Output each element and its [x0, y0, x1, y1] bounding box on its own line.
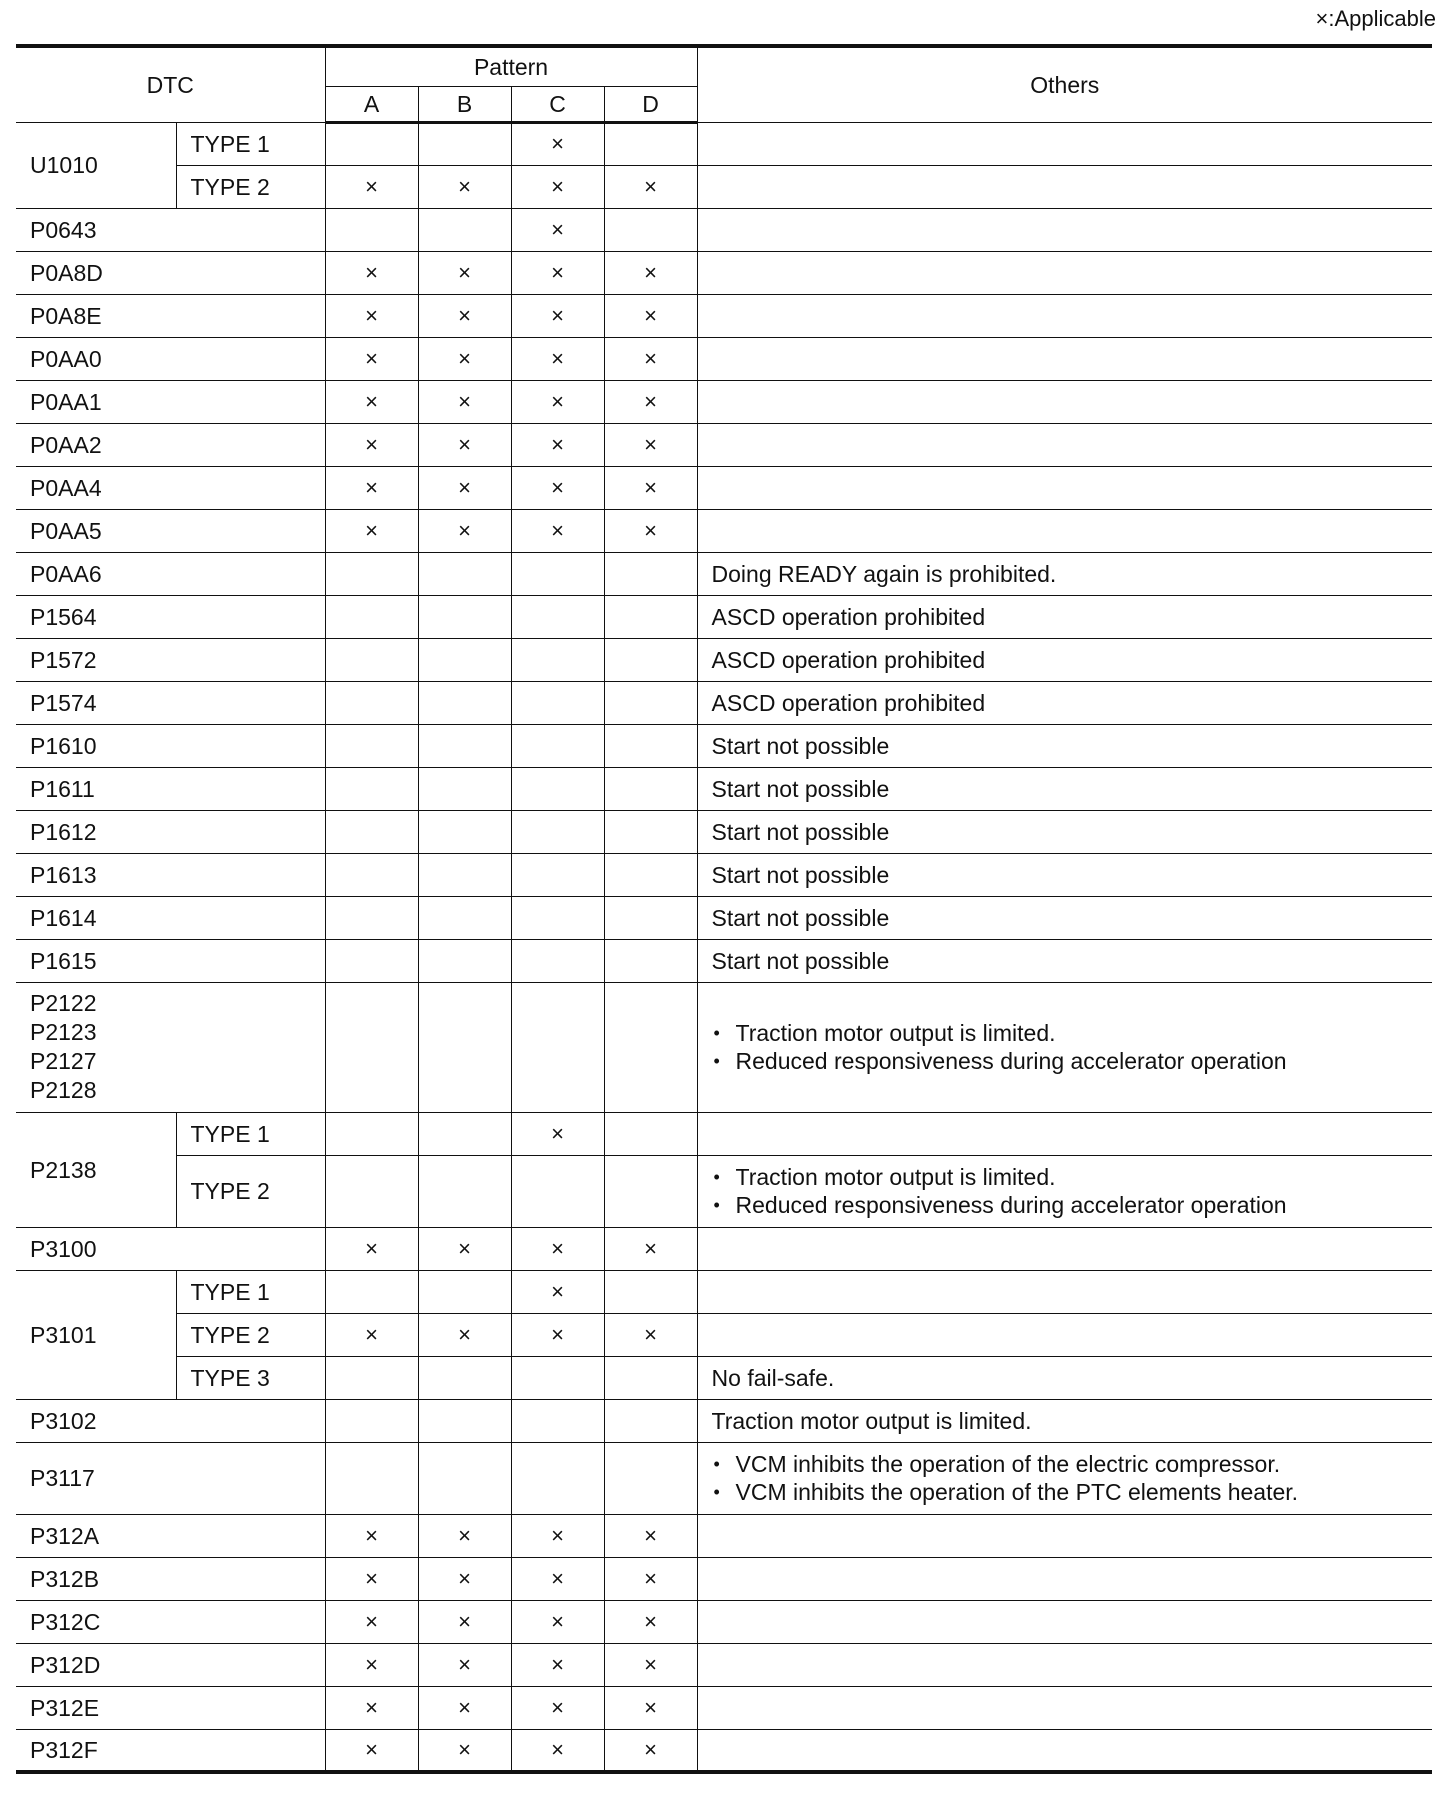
- others-cell: No fail-safe.: [697, 1356, 1432, 1399]
- table-row: [16, 1442, 1432, 1514]
- others-list-item: • Traction motor output is limited.: [712, 1163, 1419, 1191]
- table-header: [16, 46, 1432, 122]
- pattern-b-mark: [418, 724, 511, 767]
- pattern-d-mark: ×: [604, 423, 697, 466]
- pattern-c-mark: ×: [511, 1686, 604, 1729]
- table-row: [16, 1729, 1432, 1772]
- pattern-d-mark: ×: [604, 1227, 697, 1270]
- table-row: [16, 1270, 1432, 1313]
- pattern-d-mark: [604, 939, 697, 982]
- table-row: [16, 1600, 1432, 1643]
- others-cell: Start not possible: [697, 724, 1432, 767]
- pattern-c-mark: ×: [511, 251, 604, 294]
- others-list-item: • VCM inhibits the operation of the electric compressor.: [712, 1450, 1419, 1478]
- pattern-b-mark: ×: [418, 1313, 511, 1356]
- pattern-a-mark: [325, 1442, 418, 1514]
- pattern-d-mark: ×: [604, 1729, 697, 1772]
- pattern-d-mark: [604, 810, 697, 853]
- others-cell: [697, 1155, 1432, 1227]
- table-row: [16, 1643, 1432, 1686]
- pattern-c-mark: ×: [511, 1514, 604, 1557]
- pattern-a-mark: [325, 595, 418, 638]
- table-row: [16, 509, 1432, 552]
- pattern-d-mark: [604, 681, 697, 724]
- pattern-b-mark: ×: [418, 165, 511, 208]
- others-cell: Start not possible: [697, 853, 1432, 896]
- dtc-type: TYPE 1: [176, 1112, 325, 1155]
- pattern-c-mark: [511, 939, 604, 982]
- pattern-a-mark: ×: [325, 337, 418, 380]
- table-row: [16, 939, 1432, 982]
- pattern-d-mark: [604, 982, 697, 1112]
- pattern-d-mark: ×: [604, 509, 697, 552]
- pattern-b-mark: ×: [418, 1643, 511, 1686]
- pattern-d-mark: [604, 1356, 697, 1399]
- others-cell: Traction motor output is limited.: [697, 1399, 1432, 1442]
- others-list-item: • Traction motor output is limited.: [712, 1019, 1419, 1047]
- pattern-d-mark: [604, 1399, 697, 1442]
- pattern-a-mark: ×: [325, 294, 418, 337]
- pattern-b-mark: ×: [418, 1557, 511, 1600]
- pattern-c-mark: [511, 1399, 604, 1442]
- others-list: [712, 1450, 1419, 1506]
- pattern-b-mark: [418, 896, 511, 939]
- dtc-code: P312F: [16, 1729, 325, 1772]
- pattern-d-mark: [604, 638, 697, 681]
- pattern-b-mark: [418, 552, 511, 595]
- table-row: [16, 294, 1432, 337]
- table-row: [16, 122, 1432, 165]
- pattern-a-mark: [325, 939, 418, 982]
- pattern-c-mark: ×: [511, 1600, 604, 1643]
- dtc-code: P312D: [16, 1643, 325, 1686]
- table-row: [16, 423, 1432, 466]
- pattern-c-mark: [511, 810, 604, 853]
- dtc-code: P0AA5: [16, 509, 325, 552]
- pattern-b-mark: [418, 122, 511, 165]
- dtc-type: TYPE 2: [176, 1155, 325, 1227]
- pattern-a-mark: [325, 122, 418, 165]
- table-row: [16, 853, 1432, 896]
- pattern-a-mark: ×: [325, 423, 418, 466]
- dtc-fail-safe-table: [16, 44, 1432, 1774]
- table-row: [16, 638, 1432, 681]
- table-row: [16, 1399, 1432, 1442]
- dtc-code: P0AA0: [16, 337, 325, 380]
- pattern-c-mark: ×: [511, 1643, 604, 1686]
- dtc-type: TYPE 3: [176, 1356, 325, 1399]
- dtc-code: P1613: [16, 853, 325, 896]
- dtc-code: P312A: [16, 1514, 325, 1557]
- pattern-a-mark: [325, 767, 418, 810]
- dtc-code: P312C: [16, 1600, 325, 1643]
- dtc-code: P1612: [16, 810, 325, 853]
- table-row: [16, 165, 1432, 208]
- dtc-code: P2138: [16, 1112, 176, 1227]
- others-cell: ASCD operation prohibited: [697, 638, 1432, 681]
- pattern-c-mark: ×: [511, 380, 604, 423]
- pattern-c-mark: [511, 638, 604, 681]
- pattern-b-mark: ×: [418, 1600, 511, 1643]
- pattern-d-mark: ×: [604, 294, 697, 337]
- dtc-code: P1610: [16, 724, 325, 767]
- table-row: [16, 595, 1432, 638]
- dtc-code: P1564: [16, 595, 325, 638]
- pattern-a-mark: ×: [325, 1313, 418, 1356]
- pattern-d-mark: ×: [604, 1643, 697, 1686]
- pattern-b-mark: [418, 767, 511, 810]
- dtc-code: P1572: [16, 638, 325, 681]
- pattern-a-mark: [325, 1356, 418, 1399]
- pattern-d-mark: [604, 724, 697, 767]
- pattern-c-mark: ×: [511, 1729, 604, 1772]
- pattern-c-mark: ×: [511, 1313, 604, 1356]
- pattern-b-mark: ×: [418, 1514, 511, 1557]
- dtc-code: P0A8E: [16, 294, 325, 337]
- dtc-code: P0AA4: [16, 466, 325, 509]
- dtc-code: P2123: [30, 1019, 97, 1045]
- pattern-a-mark: ×: [325, 1600, 418, 1643]
- others-cell: [697, 1557, 1432, 1600]
- pattern-a-mark: ×: [325, 509, 418, 552]
- table-row: [16, 1155, 1432, 1227]
- others-cell: Start not possible: [697, 939, 1432, 982]
- pattern-a-mark: ×: [325, 1643, 418, 1686]
- pattern-d-mark: ×: [604, 1686, 697, 1729]
- dtc-type: TYPE 2: [176, 165, 325, 208]
- pattern-b-mark: [418, 939, 511, 982]
- pattern-c-mark: [511, 681, 604, 724]
- others-cell: [697, 251, 1432, 294]
- dtc-code: P2127: [30, 1048, 97, 1074]
- pattern-d-mark: [604, 853, 697, 896]
- pattern-a-mark: ×: [325, 1557, 418, 1600]
- header-pattern-c: C: [511, 86, 604, 122]
- pattern-b-mark: ×: [418, 251, 511, 294]
- pattern-d-mark: ×: [604, 165, 697, 208]
- dtc-code: P0AA1: [16, 380, 325, 423]
- table-row: [16, 208, 1432, 251]
- table-row: [16, 767, 1432, 810]
- pattern-b-mark: [418, 982, 511, 1112]
- pattern-d-mark: [604, 122, 697, 165]
- pattern-c-mark: [511, 896, 604, 939]
- pattern-d-mark: [604, 767, 697, 810]
- others-cell: [697, 1729, 1432, 1772]
- pattern-d-mark: [604, 1112, 697, 1155]
- others-cell: [697, 208, 1432, 251]
- others-cell: Doing READY again is prohibited.: [697, 552, 1432, 595]
- pattern-a-mark: [325, 681, 418, 724]
- pattern-d-mark: [604, 1155, 697, 1227]
- table-row: [16, 681, 1432, 724]
- others-cell: [697, 1686, 1432, 1729]
- others-cell: ASCD operation prohibited: [697, 595, 1432, 638]
- others-cell: Start not possible: [697, 767, 1432, 810]
- pattern-a-mark: [325, 1112, 418, 1155]
- table-row: [16, 1112, 1432, 1155]
- pattern-a-mark: [325, 896, 418, 939]
- pattern-c-mark: ×: [511, 165, 604, 208]
- pattern-a-mark: ×: [325, 1514, 418, 1557]
- pattern-c-mark: ×: [511, 423, 604, 466]
- dtc-type: TYPE 1: [176, 122, 325, 165]
- table-row: [16, 1313, 1432, 1356]
- others-cell: [697, 466, 1432, 509]
- others-cell: [697, 122, 1432, 165]
- pattern-a-mark: [325, 1270, 418, 1313]
- table-row: [16, 337, 1432, 380]
- pattern-a-mark: [325, 552, 418, 595]
- others-cell: [697, 1313, 1432, 1356]
- dtc-type: TYPE 1: [176, 1270, 325, 1313]
- others-list-item: • Reduced responsiveness during accelerator operation: [712, 1191, 1419, 1219]
- pattern-b-mark: ×: [418, 1686, 511, 1729]
- dtc-code: P0AA2: [16, 423, 325, 466]
- others-list: [712, 1019, 1419, 1075]
- pattern-c-mark: ×: [511, 122, 604, 165]
- others-cell: ASCD operation prohibited: [697, 681, 1432, 724]
- pattern-c-mark: ×: [511, 509, 604, 552]
- table-row: [16, 1514, 1432, 1557]
- dtc-code: P1615: [16, 939, 325, 982]
- table-row: [16, 724, 1432, 767]
- pattern-d-mark: ×: [604, 1600, 697, 1643]
- table-row: [16, 810, 1432, 853]
- header-pattern-d: D: [604, 86, 697, 122]
- header-others: Others: [697, 46, 1432, 122]
- table-row: [16, 1686, 1432, 1729]
- pattern-d-mark: ×: [604, 251, 697, 294]
- dtc-code: P0A8D: [16, 251, 325, 294]
- dtc-code-group: [16, 982, 325, 1112]
- pattern-d-mark: ×: [604, 337, 697, 380]
- others-cell: [697, 1442, 1432, 1514]
- pattern-c-mark: [511, 767, 604, 810]
- pattern-c-mark: ×: [511, 1112, 604, 1155]
- pattern-c-mark: [511, 552, 604, 595]
- dtc-code: P312E: [16, 1686, 325, 1729]
- pattern-a-mark: [325, 853, 418, 896]
- others-cell: [697, 1514, 1432, 1557]
- pattern-b-mark: [418, 681, 511, 724]
- pattern-b-mark: [418, 208, 511, 251]
- pattern-b-mark: ×: [418, 466, 511, 509]
- pattern-b-mark: [418, 810, 511, 853]
- pattern-d-mark: [604, 896, 697, 939]
- dtc-code: P1614: [16, 896, 325, 939]
- header-pattern-b: B: [418, 86, 511, 122]
- pattern-c-mark: [511, 982, 604, 1112]
- pattern-c-mark: [511, 595, 604, 638]
- pattern-b-mark: ×: [418, 294, 511, 337]
- pattern-c-mark: [511, 724, 604, 767]
- header-pattern-a: A: [325, 86, 418, 122]
- others-cell: [697, 509, 1432, 552]
- pattern-b-mark: [418, 1356, 511, 1399]
- table-row: [16, 1356, 1432, 1399]
- pattern-a-mark: ×: [325, 251, 418, 294]
- pattern-a-mark: ×: [325, 380, 418, 423]
- others-list-item: • Reduced responsiveness during accelerator operation: [712, 1047, 1419, 1075]
- others-cell: [697, 294, 1432, 337]
- pattern-c-mark: ×: [511, 466, 604, 509]
- others-cell: [697, 982, 1432, 1112]
- others-cell: [697, 380, 1432, 423]
- pattern-b-mark: [418, 853, 511, 896]
- others-list-item: • VCM inhibits the operation of the PTC elements heater.: [712, 1478, 1419, 1506]
- pattern-a-mark: [325, 1155, 418, 1227]
- dtc-type: TYPE 2: [176, 1313, 325, 1356]
- pattern-c-mark: ×: [511, 337, 604, 380]
- pattern-d-mark: [604, 595, 697, 638]
- others-cell: [697, 165, 1432, 208]
- table-row: [16, 896, 1432, 939]
- others-cell: [697, 1112, 1432, 1155]
- pattern-a-mark: ×: [325, 1729, 418, 1772]
- pattern-b-mark: ×: [418, 1729, 511, 1772]
- table-row: [16, 466, 1432, 509]
- dtc-code: P3100: [16, 1227, 325, 1270]
- pattern-b-mark: ×: [418, 1227, 511, 1270]
- dtc-code: P2122: [30, 990, 97, 1016]
- others-cell: [697, 1600, 1432, 1643]
- dtc-code: U1010: [16, 122, 176, 208]
- pattern-c-mark: [511, 1442, 604, 1514]
- pattern-c-mark: ×: [511, 1227, 604, 1270]
- pattern-a-mark: ×: [325, 165, 418, 208]
- table-row: [16, 251, 1432, 294]
- dtc-code: P0AA6: [16, 552, 325, 595]
- header-pattern: Pattern: [325, 46, 697, 86]
- pattern-b-mark: [418, 1155, 511, 1227]
- pattern-a-mark: [325, 638, 418, 681]
- pattern-a-mark: ×: [325, 466, 418, 509]
- pattern-c-mark: ×: [511, 1270, 604, 1313]
- pattern-b-mark: ×: [418, 509, 511, 552]
- pattern-d-mark: [604, 1442, 697, 1514]
- pattern-a-mark: [325, 724, 418, 767]
- pattern-d-mark: ×: [604, 1313, 697, 1356]
- pattern-b-mark: [418, 1270, 511, 1313]
- pattern-a-mark: [325, 1399, 418, 1442]
- others-cell: [697, 337, 1432, 380]
- others-cell: [697, 1643, 1432, 1686]
- others-list: [712, 1163, 1419, 1219]
- pattern-c-mark: ×: [511, 1557, 604, 1600]
- dtc-code: P3117: [16, 1442, 325, 1514]
- pattern-d-mark: ×: [604, 380, 697, 423]
- pattern-c-mark: [511, 1356, 604, 1399]
- pattern-d-mark: [604, 552, 697, 595]
- pattern-d-mark: ×: [604, 1514, 697, 1557]
- dtc-code: P3101: [16, 1270, 176, 1399]
- pattern-d-mark: ×: [604, 466, 697, 509]
- dtc-code: P0643: [16, 208, 325, 251]
- pattern-d-mark: [604, 1270, 697, 1313]
- others-cell: [697, 1227, 1432, 1270]
- others-cell: [697, 1270, 1432, 1313]
- table-row: [16, 1227, 1432, 1270]
- pattern-a-mark: ×: [325, 1686, 418, 1729]
- others-cell: [697, 423, 1432, 466]
- others-cell: Start not possible: [697, 810, 1432, 853]
- header-dtc: DTC: [16, 46, 325, 122]
- pattern-b-mark: ×: [418, 380, 511, 423]
- applicable-legend: ×:Applicable: [1315, 6, 1436, 31]
- dtc-code: P312B: [16, 1557, 325, 1600]
- pattern-d-mark: ×: [604, 1557, 697, 1600]
- pattern-b-mark: [418, 1442, 511, 1514]
- pattern-b-mark: [418, 1112, 511, 1155]
- pattern-c-mark: ×: [511, 208, 604, 251]
- pattern-a-mark: [325, 982, 418, 1112]
- table-row: [16, 1557, 1432, 1600]
- pattern-b-mark: ×: [418, 337, 511, 380]
- table-row: [16, 982, 1432, 1112]
- table-row: [16, 380, 1432, 423]
- pattern-a-mark: ×: [325, 1227, 418, 1270]
- dtc-code: P2128: [30, 1077, 97, 1103]
- pattern-c-mark: [511, 1155, 604, 1227]
- dtc-code: P1611: [16, 767, 325, 810]
- pattern-b-mark: [418, 595, 511, 638]
- pattern-b-mark: [418, 1399, 511, 1442]
- dtc-code: P3102: [16, 1399, 325, 1442]
- pattern-d-mark: [604, 208, 697, 251]
- pattern-c-mark: [511, 853, 604, 896]
- table-body: [16, 122, 1432, 1772]
- pattern-b-mark: [418, 638, 511, 681]
- pattern-a-mark: [325, 810, 418, 853]
- others-cell: Start not possible: [697, 896, 1432, 939]
- pattern-b-mark: ×: [418, 423, 511, 466]
- pattern-c-mark: ×: [511, 294, 604, 337]
- table-row: [16, 552, 1432, 595]
- pattern-a-mark: [325, 208, 418, 251]
- dtc-code: P1574: [16, 681, 325, 724]
